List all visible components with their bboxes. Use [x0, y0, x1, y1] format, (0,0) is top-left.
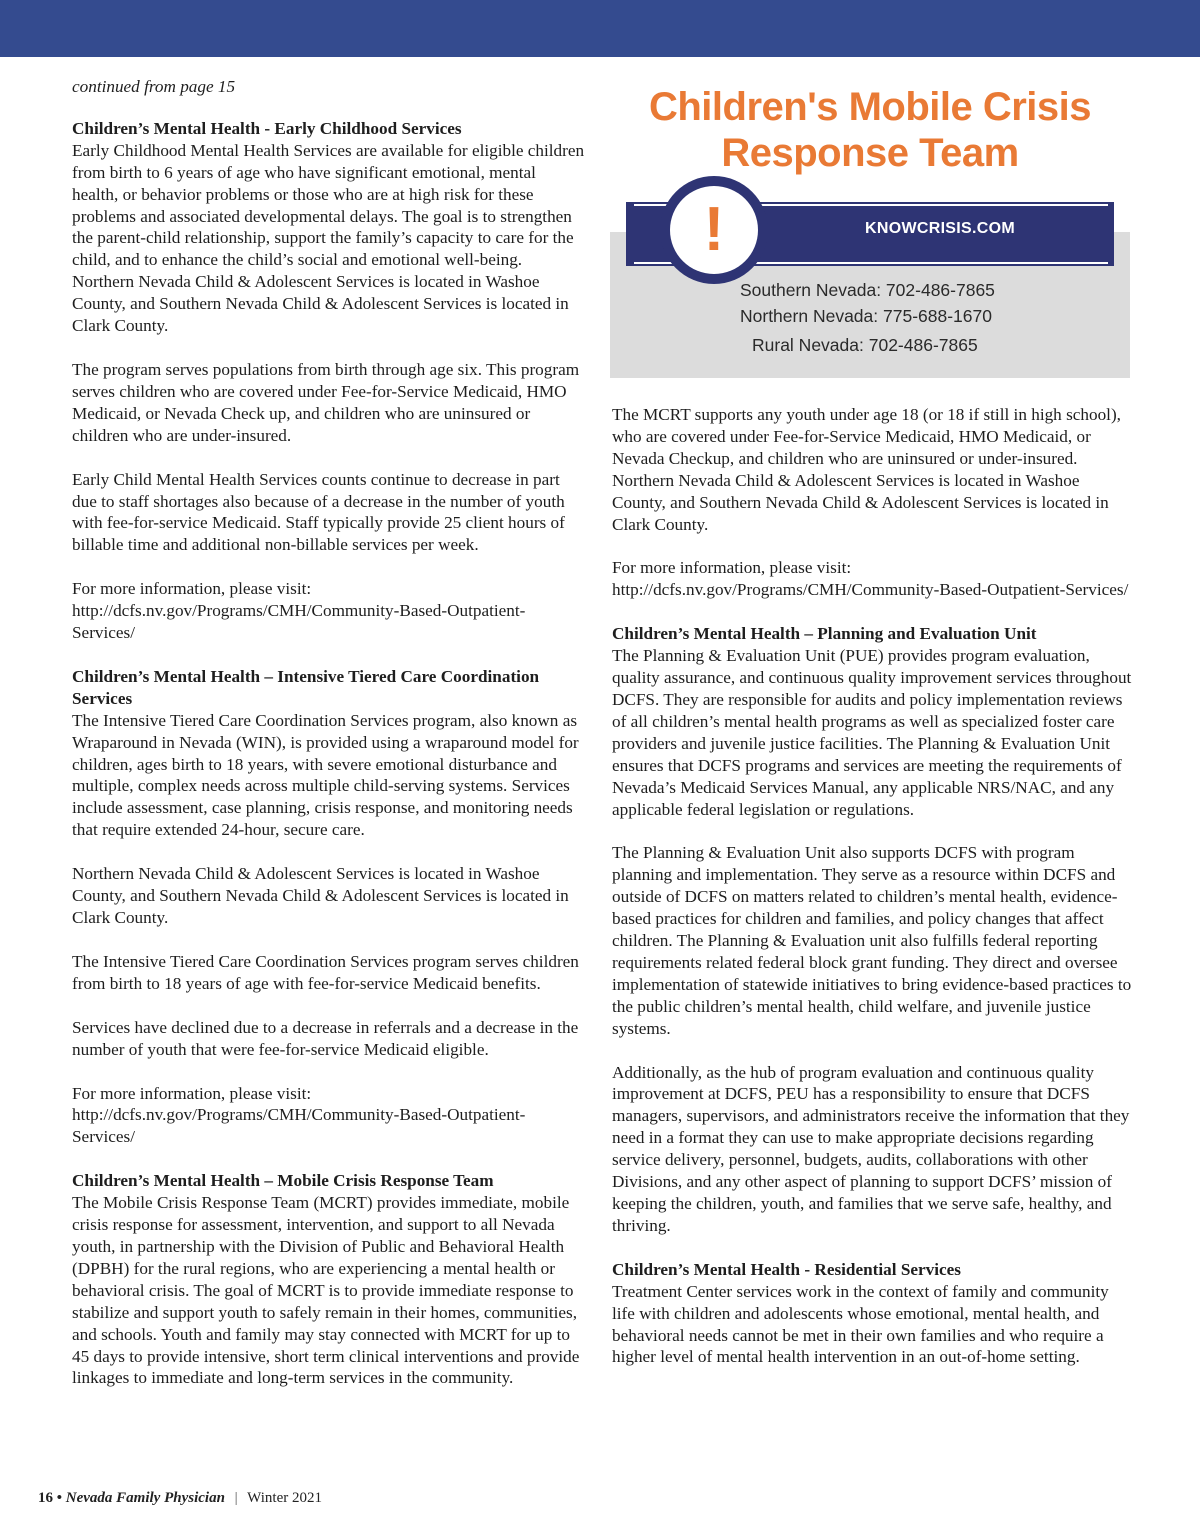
- info-link[interactable]: http://dcfs.nv.gov/Programs/CMH/Community-Based-Outpatient-Services/: [72, 1105, 526, 1147]
- paragraph: Treatment Center services work in the context of family and community life with children and adolescents whose emotional, mental health, and behavioral needs cannot be met in their own families and who require a higher level of mental health intervention in an out-of-home setting.: [612, 1281, 1109, 1367]
- more-info: [72, 578, 586, 644]
- paragraph: Services have declined due to a decrease in referrals and a decrease in the number of youth that were fee-for-service Medicaid eligible.: [72, 1017, 579, 1059]
- crisis-title-line: Response Team: [721, 131, 1019, 175]
- info-link[interactable]: http://dcfs.nv.gov/Programs/CMH/Community-Based-Outpatient-Services/: [72, 601, 526, 643]
- paragraph: Additionally, as the hub of program evaluation and continuous quality improvement at DCFS, PEU has a responsibility to ensure that DCFS managers, supervisors, and administrators receive the information that they need in a format they can use to make appropriate decisions regarding service delivery, personnel, budgets, audits, collaborations with other Divisions, and any other aspect of planning to support DCFS’ mission of keeping the children, youth, and families that we serve safe, healthy, and thriving.: [612, 1062, 1130, 1235]
- divider: |: [234, 1490, 238, 1506]
- right-column: [612, 404, 1132, 1390]
- section-heading-early-childhood: Children’s Mental Health - Early Childhood Services: [72, 118, 462, 138]
- paragraph: The Mobile Crisis Response Team (MCRT) provides immediate, mobile crisis response for assessment, intervention, and support to all Nevada youth, in partnership with the Division of Public and Behavioral Health (DPBH) for the rural regions, who are experiencing a mental health or behavioral crisis. The goal of MCRT is to provide immediate response to stabilize and support youth to safely remain in their homes, communities, and schools. Youth and family may stay connected with MCRT for up to 45 days to provide intensive, short term clinical interventions and provide linkages to immediate and long-term services in the community.: [72, 1193, 580, 1388]
- page-footer: [38, 1490, 322, 1507]
- bullet-separator: •: [56, 1490, 63, 1506]
- phone-southern: Southern Nevada: 702-486-7865: [740, 280, 995, 300]
- paragraph: The Planning & Evaluation Unit also supports DCFS with program planning and implementation. They serve as a resource within DCFS and outside of DCFS on matters related to children’s mental health, evidence-based practices for children and families, and policy changes that affect children. The Planning & Evaluation unit also fulfills federal reporting requirements related federal block grant funding. They direct and oversee implementation of statewide initiatives to bring evidence-based practices to the public children’s mental health, child welfare, and juvenile justice systems.: [612, 843, 1132, 1038]
- section-heading-residential: Children’s Mental Health - Residential Services: [612, 1259, 961, 1279]
- header-bar: [0, 0, 1200, 57]
- paragraph: Early Child Mental Health Services counts continue to decrease in part due to staff shortages also because of a decrease in the number of youth with fee-for-service Medicaid. Staff typically provide 25 client hours of billable time and additional non-billable services per week.: [72, 469, 565, 555]
- paragraph: The MCRT supports any youth under age 18 (or 18 if still in high school), who are covered under Fee-for-Service Medicaid, HMO Medicaid, or Nevada Checkup, and children who are uninsured or under-insured. Northern Nevada Child & Adolescent Services is located in Washoe County, and Southern Nevada Child & Adolescent Services is located in Clark County.: [612, 405, 1121, 534]
- issue-date: Winter 2021: [247, 1490, 322, 1506]
- paragraph: The Intensive Tiered Care Coordination Services program serves children from birth to 18 years of age with fee-for-service Medicaid benefits.: [72, 951, 579, 993]
- paragraph: The program serves populations from birth through age six. This program serves children who are covered under Fee-for-Service Medicaid, HMO Medicaid, or Nevada Check up, and children who are uninsured or children who are under-insured.: [72, 359, 580, 445]
- section-heading-planning-evaluation: Children’s Mental Health – Planning and Evaluation Unit: [612, 624, 1037, 644]
- paragraph: Northern Nevada Child & Adolescent Services is located in Washoe County, and Southern Nevada Child & Adolescent Services is located in Clark County.: [72, 864, 569, 927]
- info-link[interactable]: http://dcfs.nv.gov/Programs/CMH/Community-Based-Outpatient-Services/: [612, 580, 1129, 600]
- more-info: [72, 1083, 586, 1149]
- phone-northern: Northern Nevada: 775-688-1670: [740, 306, 992, 326]
- more-info-label: For more information, please visit:: [72, 1083, 312, 1103]
- left-column: [72, 76, 586, 1411]
- more-info-label: For more information, please visit:: [612, 558, 852, 578]
- crisis-team-graphic: [610, 84, 1130, 378]
- publication-name: Nevada Family Physician: [65, 1490, 225, 1506]
- continued-note: continued from page 15: [72, 77, 236, 96]
- paragraph: The Planning & Evaluation Unit (PUE) provides program evaluation, quality assurance, and continuous quality improvement services throughout DCFS. They are responsible for audits and policy implementation reviews of all children’s mental health programs as well as specialized foster care providers and juvenile justice facilities. The Planning & Evaluation Unit ensures that DCFS programs and services are meeting the requirements of Nevada’s Medicaid Services Manual, any applicable NRS/NAC, and any applicable federal legislation or regulations.: [612, 646, 1132, 819]
- phone-rural: Rural Nevada: 702-486-7865: [752, 335, 978, 355]
- page-number: 16: [38, 1490, 53, 1506]
- section-heading-intensive-care: Children’s Mental Health – Intensive Tiered Care Coordination Services: [72, 666, 540, 708]
- paragraph: Early Childhood Mental Health Services are available for eligible children from birth to 6 years of age who have significant emotional, mental health, or behavior problems or those who are at high risk for these problems and associated developmental delays. The goal is to strengthen the parent-child relationship, support the family’s capacity to care for the child, and to enhance the child’s social and emotional well-being. Northern Nevada Child & Adolescent Services is located in Washoe County, and Southern Nevada Child & Adolescent Services is located in Clark County.: [72, 140, 585, 336]
- paragraph: The Intensive Tiered Care Coordination Services program, also known as Wraparound in Nevada (WIN), is provided using a wraparound model for children, ages birth to 18 years, with severe emotional disturbance and multiple, complex needs across multiple child-serving systems. Services include assessment, case planning, crisis response, and monitoring needs that require extended 24-hour, secure care.: [72, 710, 579, 840]
- crisis-title-line: Children's Mobile Crisis: [648, 85, 1092, 129]
- exclamation-icon: !: [703, 195, 725, 264]
- section-heading-mobile-crisis: Children’s Mental Health – Mobile Crisis Response Team: [72, 1171, 494, 1191]
- crisis-team-title: [610, 84, 1130, 176]
- more-info-label: For more information, please visit:: [72, 579, 312, 599]
- more-info: [612, 557, 1132, 601]
- website-label[interactable]: KNOWCRISIS.COM: [865, 220, 1015, 237]
